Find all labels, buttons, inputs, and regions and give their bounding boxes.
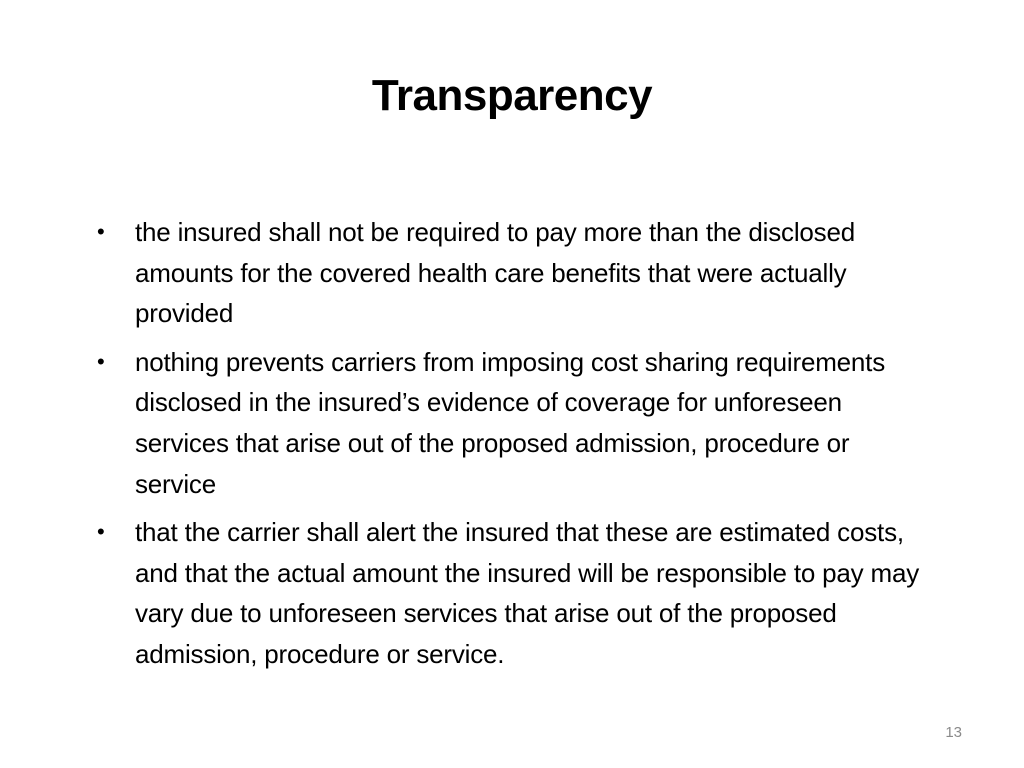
bullet-text: that the carrier shall alert the insured that these are estimated costs, and that the actual amount the insured will be responsible to pay may vary due to unforeseen services that arise out of the proposed admission, procedure or service.: [135, 517, 920, 669]
bullet-text: nothing prevents carriers from imposing cost sharing requirements disclosed in the insured’s evidence of coverage for unforeseen services that arise out of the proposed admission, procedure or service: [135, 346, 886, 499]
bullet-item: [97, 212, 927, 334]
bullet-item: [97, 512, 927, 674]
bullet-text: the insured shall not be required to pay more than the disclosed amounts for the covered health care benefits that were actually provided: [135, 217, 855, 329]
bullet-icon: •: [97, 348, 105, 374]
bullet-item: [97, 342, 927, 504]
bullet-icon: •: [97, 519, 105, 545]
bullet-list: [97, 212, 927, 683]
bullet-icon: •: [97, 219, 105, 244]
slide-title: Transparency: [371, 71, 653, 120]
page-number: 13: [945, 724, 962, 741]
